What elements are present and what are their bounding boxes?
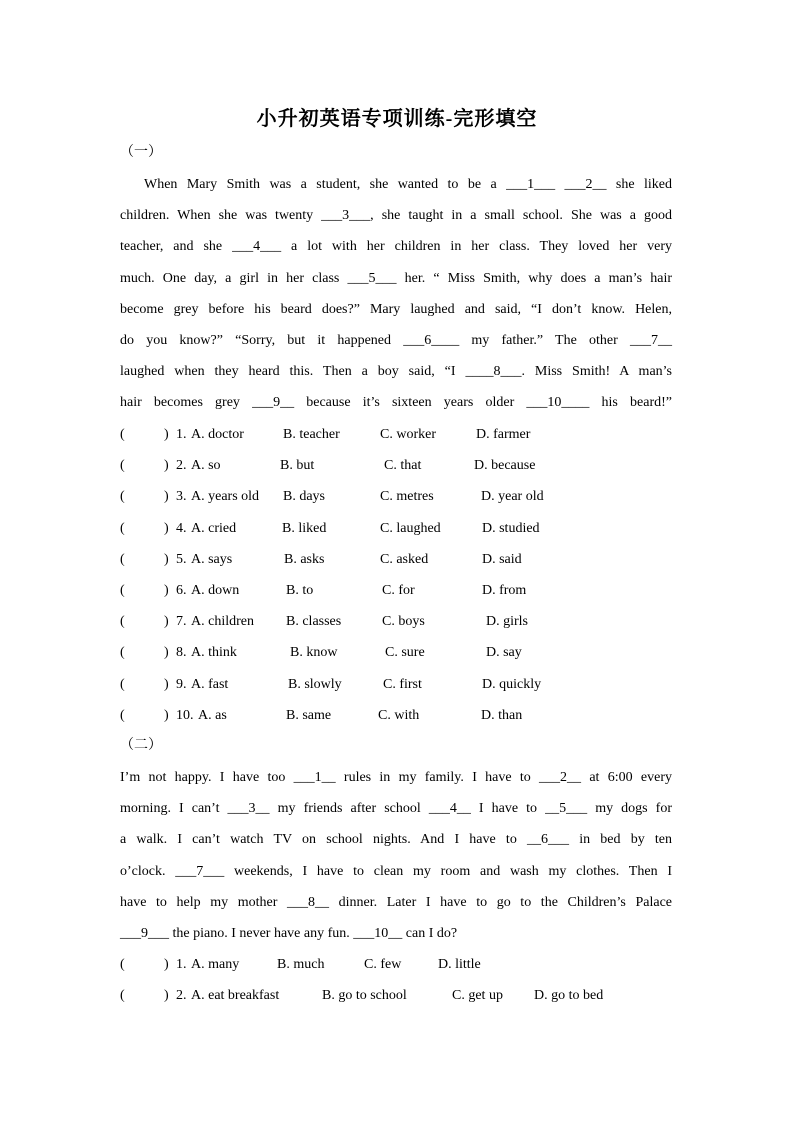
option-b[interactable]: B. to (286, 583, 314, 598)
answer-paren-close: ) (164, 645, 169, 661)
option-a[interactable]: A. children (191, 614, 254, 630)
option-a[interactable]: A. doctor (191, 427, 244, 442)
option-d[interactable]: D. than (481, 707, 523, 723)
option-d[interactable]: D. quickly (482, 676, 542, 692)
answer-paren-close: ) (164, 988, 169, 1004)
question-number: 4. (176, 520, 187, 536)
answer-paren-open[interactable]: ( (120, 458, 125, 474)
passage-line: ___9___ the piano. I never have any fun. ___10__ can I do? (120, 925, 458, 941)
option-a[interactable]: A. many (191, 957, 240, 972)
question-number: 10. (176, 707, 194, 723)
question-number: 8. (176, 645, 187, 661)
passage-line: laughed when they heard this. Then a boy said, “I ____8___. Miss Smith! A man’s (120, 364, 672, 380)
option-b[interactable]: B. know (290, 645, 338, 661)
answer-paren-open[interactable]: ( (120, 551, 125, 567)
option-b[interactable]: B. go to school (322, 988, 407, 1004)
passage-line: hair becomes grey ___9__ because it’s sixteen years older ___10____ his beard!” (120, 395, 672, 411)
answer-paren-close: ) (164, 458, 169, 474)
section-1-passage (120, 169, 672, 419)
option-b[interactable]: B. same (286, 707, 332, 723)
option-d[interactable]: D. studied (482, 520, 540, 536)
answer-paren-close: ) (164, 489, 169, 505)
option-a[interactable]: A. think (191, 645, 237, 661)
option-c[interactable]: C. few (364, 957, 402, 972)
answer-paren-close: ) (164, 583, 169, 598)
option-d[interactable]: D. because (474, 458, 536, 474)
answer-paren-open[interactable]: ( (120, 988, 125, 1004)
option-a[interactable]: A. down (191, 583, 240, 598)
passage-line: I’m not happy. I have too ___1__ rules in my family. I have to ___2__ at 6:00 every (120, 770, 672, 785)
option-d[interactable]: D. farmer (476, 427, 531, 442)
passage-line: do you know?” “Sorry, but it happened ___6____ my father.” The other ___7__ (120, 332, 672, 348)
option-a[interactable]: A. cried (191, 520, 237, 536)
question-number: 7. (176, 614, 187, 630)
option-d[interactable]: D. little (438, 957, 481, 972)
answer-paren-open[interactable]: ( (120, 614, 125, 630)
option-c[interactable]: C. get up (452, 988, 503, 1004)
answer-paren-open[interactable]: ( (120, 645, 125, 661)
answer-paren-open[interactable]: ( (120, 520, 125, 536)
option-d[interactable]: D. say (486, 645, 522, 661)
option-d[interactable]: D. said (482, 551, 522, 567)
option-c[interactable]: C. worker (380, 427, 436, 442)
answer-paren-close: ) (164, 676, 169, 692)
question-number: 1. (176, 427, 187, 442)
option-b[interactable]: B. much (277, 957, 325, 972)
section-2-passage (120, 762, 672, 949)
answer-paren-close: ) (164, 427, 169, 442)
question-number: 2. (176, 458, 187, 474)
option-d[interactable]: D. go to bed (534, 988, 604, 1004)
passage-line: teacher, and she ___4___ a lot with her children in her class. They loved her very (120, 239, 672, 255)
option-a[interactable]: A. says (191, 551, 233, 567)
option-c[interactable]: C. first (383, 676, 422, 692)
option-b[interactable]: B. days (283, 489, 325, 505)
question-number: 6. (176, 583, 187, 598)
page-title: 小升初英语专项训练-完形填空 (256, 108, 538, 130)
question-number: 3. (176, 489, 187, 505)
answer-paren-close: ) (164, 614, 169, 630)
option-a[interactable]: A. fast (191, 676, 229, 692)
option-b[interactable]: B. liked (282, 520, 327, 536)
option-b[interactable]: B. asks (284, 551, 325, 567)
option-c[interactable]: C. sure (385, 645, 425, 661)
answer-paren-open[interactable]: ( (120, 957, 125, 972)
passage-line: morning. I can’t ___3__ my friends after school ___4__ I have to __5___ my dogs for (120, 801, 672, 817)
option-a[interactable]: A. so (191, 458, 221, 474)
answer-paren-close: ) (164, 957, 169, 972)
option-a[interactable]: A. years old (191, 489, 260, 505)
question-number: 1. (176, 957, 187, 972)
answer-paren-close: ) (164, 707, 169, 723)
option-c[interactable]: C. metres (380, 489, 434, 505)
passage-line: When Mary Smith was a student, she wanted to be a ___1___ ___2__ she liked (144, 177, 672, 192)
option-c[interactable]: C. asked (380, 551, 429, 567)
option-c[interactable]: C. that (384, 458, 422, 474)
passage-line: children. When she was twenty ___3___, she taught in a small school. She was a good (120, 208, 672, 224)
answer-paren-close: ) (164, 520, 169, 536)
option-d[interactable]: D. from (482, 583, 527, 598)
answer-paren-open[interactable]: ( (120, 707, 125, 723)
section-1-label: （一） (120, 145, 162, 160)
option-c[interactable]: C. with (378, 707, 420, 723)
option-d[interactable]: D. girls (486, 614, 528, 630)
option-a[interactable]: A. eat breakfast (191, 988, 280, 1004)
answer-paren-close: ) (164, 551, 169, 567)
option-b[interactable]: B. teacher (283, 427, 340, 442)
option-c[interactable]: C. laughed (380, 520, 441, 536)
passage-line: much. One day, a girl in her class ___5___ her. “ Miss Smith, why does a man’s hair (120, 270, 672, 286)
option-c[interactable]: C. for (382, 583, 415, 598)
option-d[interactable]: D. year old (481, 489, 544, 505)
option-b[interactable]: B. slowly (288, 676, 342, 692)
question-number: 2. (176, 988, 187, 1004)
section-2-label: （二） (120, 738, 162, 753)
option-b[interactable]: B. but (280, 458, 315, 474)
question-number: 9. (176, 676, 187, 692)
passage-line: a walk. I can’t watch TV on school nights. And I have to __6___ in bed by ten (120, 832, 672, 848)
passage-line: have to help my mother ___8__ dinner. Later I have to go to the Children’s Palace (120, 894, 672, 910)
option-b[interactable]: B. classes (286, 614, 342, 630)
answer-paren-open[interactable]: ( (120, 427, 125, 442)
answer-paren-open[interactable]: ( (120, 676, 125, 692)
answer-paren-open[interactable]: ( (120, 489, 125, 505)
answer-paren-open[interactable]: ( (120, 583, 125, 598)
option-a[interactable]: A. as (198, 707, 227, 723)
question-number: 5. (176, 551, 187, 567)
option-c[interactable]: C. boys (382, 614, 425, 630)
passage-line: become grey before his beard does?” Mary laughed and said, “I don’t know. Helen, (120, 301, 672, 317)
passage-line: o’clock. ___7___ weekends, I have to clean my room and wash my clothes. Then I (120, 863, 672, 879)
